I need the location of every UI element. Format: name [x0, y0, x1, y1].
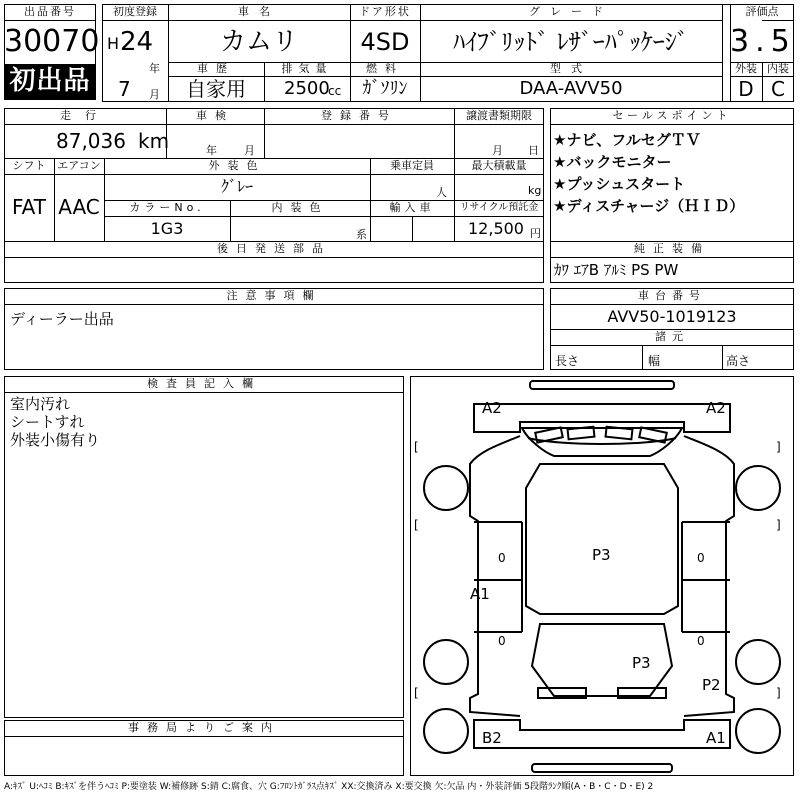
- door-zero-mark: 0: [697, 634, 705, 648]
- first-reg-caption: 初度登録: [113, 5, 157, 18]
- selling-point-item: ★プッシュスタート: [553, 175, 686, 193]
- model: DAA-AVV50: [519, 78, 623, 99]
- shift-caption: シフト: [12, 159, 46, 172]
- interior-caption: 内装: [767, 62, 789, 75]
- damage-mark-left-side: A1: [470, 585, 490, 603]
- inspection-caption: 車検: [196, 109, 234, 122]
- damage-mark-front-left: A2: [482, 399, 502, 417]
- door-caption: ドア形状: [359, 5, 411, 18]
- chassis-value: AVV50-1019123: [607, 307, 737, 326]
- color: ｸﾞﾚｰ: [220, 177, 253, 196]
- exterior-caption: 外装: [735, 62, 757, 75]
- damage-mark-rear-left: B2: [482, 729, 502, 747]
- selling-point-item: ★ナビ、フルセグＴＶ: [553, 131, 701, 149]
- first-listing-label: 初出品: [9, 66, 91, 96]
- car-name: カムリ: [219, 27, 298, 57]
- shift: FAT: [11, 195, 46, 219]
- damage-mark-rear-right: A1: [706, 729, 726, 747]
- interior-color-caption: 内装色: [271, 201, 329, 214]
- height-label: 高さ: [726, 354, 751, 368]
- import-caption: 輸入車: [389, 201, 435, 214]
- registration-caption: 登録番号: [321, 109, 397, 122]
- selling-points-caption: セールスポイント: [612, 109, 732, 122]
- grade: ﾊｲﾌﾞﾘｯﾄﾞ ﾚｻﾞｰﾊﾟｯｹｰｼﾞ: [453, 28, 689, 56]
- month-unit: 月: [149, 88, 160, 101]
- legend: A:ｷｽﾞ U:ﾍｺﾐ B:ｷｽﾞを伴うﾍｺﾐ P:要塗装 W:補修跡 S:錆 C:腐食、穴 G:ﾌﾛﾝﾄｶﾞﾗｽ点ｷｽﾞ XX:交換済み X:要交換 欠:欠品 内・外装評価 5段階ﾗﾝｸ順(A・B・C・D・E) 2: [4, 782, 654, 792]
- year-num: 24: [120, 27, 154, 57]
- damage-mark-front-right: A2: [706, 399, 726, 417]
- bracket-mark: ]: [776, 440, 781, 454]
- displacement: 2500: [284, 78, 330, 99]
- damage-mark-roof: P3: [592, 546, 611, 564]
- model-caption: 型式: [550, 62, 592, 75]
- equipment-value: ｶﾜ ｴｱB ｱﾙﾐ PS PW: [554, 261, 679, 279]
- score: 3.5: [730, 24, 796, 59]
- mileage-unit: km: [138, 129, 170, 153]
- score-caption: 評価点: [745, 5, 779, 18]
- office-caption: 事務局よりご案内: [128, 721, 280, 734]
- era: H: [107, 34, 120, 53]
- color-no: 1G3: [150, 219, 184, 238]
- inspection-month-unit: 月: [244, 144, 255, 157]
- bracket-mark: [: [414, 518, 419, 532]
- month-num: 7: [118, 77, 131, 101]
- bracket-mark: ]: [776, 686, 781, 700]
- lot-number: 30070: [4, 24, 100, 59]
- load-caption: 最大積載量: [471, 159, 527, 172]
- damage-mark-rear-right-quarter: P2: [702, 676, 721, 694]
- inspector-line: 室内汚れ: [10, 395, 71, 413]
- transfer-day-unit: 日: [528, 144, 539, 157]
- capacity-unit: 人: [436, 186, 447, 199]
- damage-mark-trunk: P3: [632, 654, 651, 672]
- door-zero-mark: 0: [697, 551, 705, 565]
- car-name-caption: 車名: [238, 5, 280, 18]
- width-label: 幅: [648, 354, 661, 368]
- equipment-caption: 純正装備: [634, 242, 710, 255]
- selling-point-item: ★バックモニター: [553, 153, 672, 171]
- door: 4SD: [360, 28, 410, 56]
- inspector-line: シートすれ: [10, 413, 85, 431]
- mileage: 87,036: [56, 129, 126, 153]
- displacement-caption: 排気量: [281, 62, 333, 75]
- capacity-caption: 乗車定員: [390, 159, 434, 172]
- color-no-caption: カラーNo.: [129, 201, 205, 214]
- recycle: 12,500: [468, 219, 524, 238]
- length-label: 長さ: [555, 354, 580, 368]
- exterior-grade: D: [738, 77, 754, 101]
- chassis-caption: 車台番号: [638, 289, 706, 302]
- aircon: AAC: [58, 195, 100, 219]
- specs-caption: 諸元: [655, 330, 689, 343]
- color-caption: 外装色: [208, 159, 266, 172]
- year-unit: 年: [149, 62, 160, 75]
- bracket-mark: ]: [776, 518, 781, 532]
- load-unit: kg: [528, 184, 542, 197]
- history-caption: 車歴: [197, 62, 235, 75]
- displacement-unit: cc: [328, 84, 342, 98]
- door-zero-mark: 0: [498, 551, 506, 565]
- history: 自家用: [186, 77, 246, 101]
- inspector-line: 外装小傷有り: [10, 431, 101, 449]
- later-parts-caption: 後日発送部品: [217, 242, 331, 255]
- recycle-caption: リサイクル預託金: [459, 202, 539, 213]
- aircon-caption: エアコン: [57, 159, 101, 172]
- bracket-mark: [: [414, 686, 419, 700]
- transfer-month-unit: 月: [492, 144, 503, 157]
- notes-value: ディーラー出品: [10, 310, 114, 328]
- mileage-caption: 走行: [60, 109, 110, 122]
- door-zero-mark: 0: [498, 634, 506, 648]
- transfer-caption: 譲渡書類期限: [466, 109, 532, 122]
- fuel-caption: 燃料: [366, 62, 404, 75]
- notes-caption: 注意事項欄: [226, 289, 322, 302]
- selling-point-item: ★ディスチャージ（ＨＩＤ）: [553, 197, 745, 215]
- interior-grade: C: [771, 77, 785, 101]
- lot-number-caption: 出品番号: [24, 5, 76, 18]
- fuel: ｶﾞｿﾘﾝ: [362, 78, 408, 99]
- recycle-unit: 円: [530, 227, 541, 240]
- car-diagram: [410, 376, 794, 776]
- interior-color-unit: 系: [356, 228, 367, 241]
- inspector-caption: 検査員記入欄: [147, 377, 261, 390]
- inspection-year-unit: 年: [206, 144, 217, 157]
- bracket-mark: [: [414, 440, 419, 454]
- grade-caption: グレード: [529, 5, 613, 18]
